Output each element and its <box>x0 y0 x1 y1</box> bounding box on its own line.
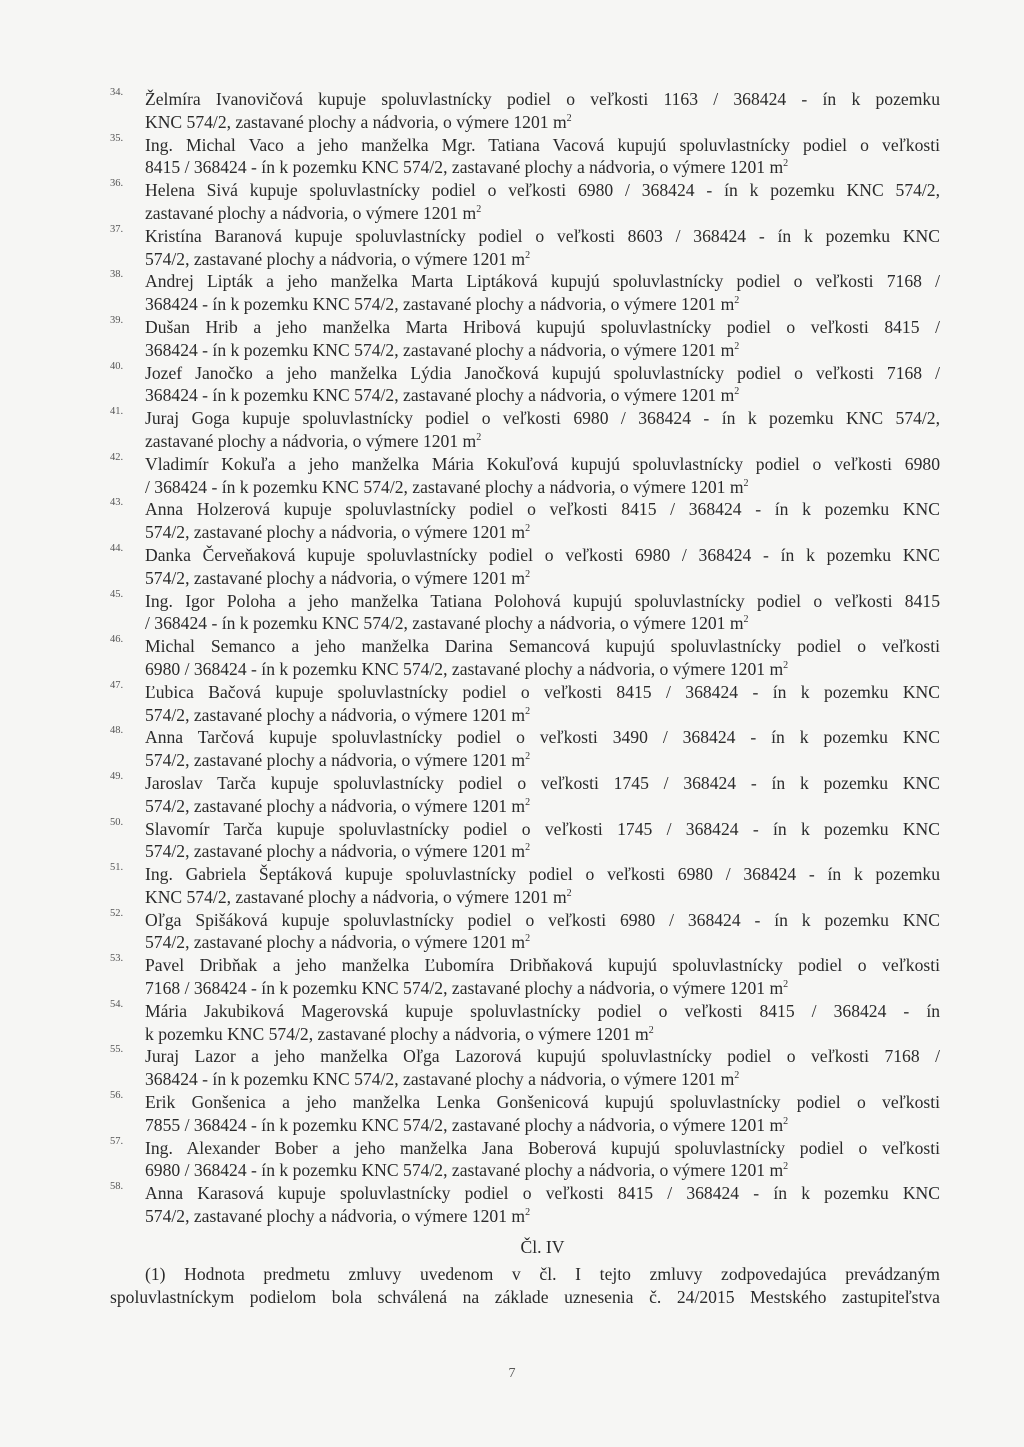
item-number: 55. <box>110 1044 124 1056</box>
item-text-line-1: Ing. Michal Vaco a jeho manželka Mgr. Tatiana Vacová kupujú spoluvlastnícky podiel o veľkosti <box>145 134 940 155</box>
list-item <box>110 863 940 909</box>
list-item <box>110 681 940 727</box>
item-text-line-2 <box>145 795 940 818</box>
paragraph-line-1: (1) Hodnota predmetu zmluvy uvedenom v čl. I tejto zmluvy zodpovedajúca prevádzaným <box>145 1264 940 1284</box>
list-item <box>110 362 940 408</box>
list-item <box>110 909 940 955</box>
item-text-line-1: Dušan Hrib a jeho manželka Marta Hribová kupujú spoluvlastnícky podiel o veľkosti 8415 / <box>145 316 940 337</box>
superscript-2: 2 <box>525 751 531 763</box>
superscript-2: 2 <box>743 614 749 626</box>
item-text-line-2 <box>145 749 940 772</box>
item-number: 50. <box>110 816 124 828</box>
item-text-line-2-body: 7168 / 368424 - ín k pozemku KNC 574/2, zastavané plochy a nádvoria, o výmere 1201 m <box>145 978 784 999</box>
list-item <box>110 772 940 818</box>
item-text-line-1: Anna Holzerová kupuje spoluvlastnícky podiel o veľkosti 8415 / 368424 - ín k pozemku KNC <box>145 499 940 520</box>
item-text-line-2-body: KNC 574/2, zastavané plochy a nádvoria, o výmere 1201 m <box>145 886 567 907</box>
item-number: 36. <box>110 178 124 190</box>
item-text-line-1: Slavomír Tarča kupuje spoluvlastnícky podiel o veľkosti 1745 / 368424 - ín k pozemku KNC <box>145 818 940 839</box>
superscript-2: 2 <box>566 112 572 124</box>
item-number: 51. <box>110 862 124 874</box>
superscript-2: 2 <box>525 796 531 808</box>
paragraph-line-2: spoluvlastníckym podielom bola schválená na základe uznesenia č. 24/2015 Mestského zastupiteľstva <box>110 1287 940 1307</box>
list-item <box>110 270 940 316</box>
list-item <box>110 498 940 544</box>
item-text-line-2 <box>145 521 940 544</box>
item-text-line-2 <box>145 430 940 453</box>
item-text-line-2 <box>145 1068 940 1091</box>
list-item <box>110 134 940 180</box>
superscript-2: 2 <box>734 1070 740 1082</box>
superscript-2: 2 <box>734 340 740 352</box>
item-text-line-2-body: 574/2, zastavané plochy a nádvoria, o výmere 1201 m <box>145 248 526 269</box>
item-text-line-2-body: 368424 - ín k pozemku KNC 574/2, zastavané plochy a nádvoria, o výmere 1201 m <box>145 339 735 360</box>
item-text-line-2 <box>145 886 940 909</box>
item-text-line-2-body: zastavané plochy a nádvoria, o výmere 1201 m <box>145 430 477 451</box>
superscript-2: 2 <box>648 1024 654 1036</box>
item-text-line-2 <box>145 567 940 590</box>
list-item <box>110 635 940 681</box>
item-number: 54. <box>110 998 124 1010</box>
item-text-line-1: Andrej Lipták a jeho manželka Marta Liptáková kupujú spoluvlastnícky podiel o veľkosti 7168 / <box>145 271 940 292</box>
item-text-line-1: Danka Červeňaková kupuje spoluvlastnícky podiel o veľkosti 6980 / 368424 - ín k pozemku KNC <box>145 544 940 565</box>
item-text-line-2 <box>145 658 940 681</box>
item-text-line-2-body: 368424 - ín k pozemku KNC 574/2, zastavané plochy a nádvoria, o výmere 1201 m <box>145 385 735 406</box>
item-text-line-2 <box>145 293 940 316</box>
item-text-line-2 <box>145 977 940 1000</box>
item-number: 57. <box>110 1135 124 1147</box>
item-text-line-2-body: 574/2, zastavané plochy a nádvoria, o výmere 1201 m <box>145 567 526 588</box>
page-number: 7 <box>508 1366 516 1381</box>
superscript-2: 2 <box>476 432 482 444</box>
item-text-line-2 <box>145 931 940 954</box>
item-text-line-2-body: 574/2, zastavané plochy a nádvoria, o výmere 1201 m <box>145 932 526 953</box>
list-item <box>110 1045 940 1091</box>
superscript-2: 2 <box>525 249 531 261</box>
item-text-line-2-body: 574/2, zastavané plochy a nádvoria, o výmere 1201 m <box>145 1206 526 1227</box>
list-item <box>110 179 940 225</box>
item-number: 46. <box>110 634 124 646</box>
item-text-line-2 <box>145 1114 940 1137</box>
superscript-2: 2 <box>566 888 572 900</box>
item-text-line-1: Helena Sivá kupuje spoluvlastnícky podiel o veľkosti 6980 / 368424 - ín k pozemku KNC 574/2, <box>145 180 940 201</box>
item-text-line-2 <box>145 704 940 727</box>
superscript-2: 2 <box>525 705 531 717</box>
article-heading: Čl. IV <box>520 1237 565 1257</box>
item-text-line-2-body: KNC 574/2, zastavané plochy a nádvoria, o výmere 1201 m <box>145 111 567 132</box>
item-number: 45. <box>110 588 124 600</box>
item-text-line-2 <box>145 156 940 179</box>
list-item <box>110 453 940 499</box>
superscript-2: 2 <box>783 979 789 991</box>
superscript-2: 2 <box>783 660 789 672</box>
item-text-line-2-body: / 368424 - ín k pozemku KNC 574/2, zastavané plochy a nádvoria, o výmere 1201 m <box>145 476 744 497</box>
superscript-2: 2 <box>525 842 531 854</box>
item-number: 53. <box>110 953 124 965</box>
list-item <box>110 88 940 134</box>
item-text-line-1: Erik Gonšenica a jeho manželka Lenka Gonšenicová kupujú spoluvlastnícky podiel o veľkosti <box>145 1092 940 1113</box>
item-list <box>110 88 940 1228</box>
list-item <box>110 726 940 772</box>
item-text-line-2-body: zastavané plochy a nádvoria, o výmere 1201 m <box>145 202 477 223</box>
item-text-line-2 <box>145 339 940 362</box>
superscript-2: 2 <box>525 1207 531 1219</box>
item-text-line-2-body: 8415 / 368424 - ín k pozemku KNC 574/2, zastavané plochy a nádvoria, o výmere 1201 m <box>145 157 784 178</box>
superscript-2: 2 <box>525 523 531 535</box>
item-text-line-1: Juraj Goga kupuje spoluvlastnícky podiel o veľkosti 6980 / 368424 - ín k pozemku KNC 574/2, <box>145 408 940 429</box>
item-text-line-2 <box>145 840 940 863</box>
list-item <box>110 590 940 636</box>
superscript-2: 2 <box>525 568 531 580</box>
superscript-2: 2 <box>525 933 531 945</box>
item-text-line-1: Želmíra Ivanovičová kupuje spoluvlastnícky podiel o veľkosti 1163 / 368424 - ín k pozemku <box>145 89 940 109</box>
superscript-2: 2 <box>734 386 740 398</box>
item-text-line-2 <box>145 476 940 499</box>
item-text-line-2 <box>145 1205 940 1228</box>
item-text-line-1: Juraj Lazor a jeho manželka Oľga Lazorová kupujú spoluvlastnícky podiel o veľkosti 7168 / <box>145 1046 940 1067</box>
list-item <box>110 544 940 590</box>
item-text-line-1: Anna Tarčová kupuje spoluvlastnícky podiel o veľkosti 3490 / 368424 - ín k pozemku KNC <box>145 727 940 748</box>
superscript-2: 2 <box>476 204 482 216</box>
item-text-line-1: Michal Semanco a jeho manželka Darina Semancová kupujú spoluvlastnícky podiel o veľkosti <box>145 636 940 657</box>
superscript-2: 2 <box>743 477 749 489</box>
item-text-line-2-body: / 368424 - ín k pozemku KNC 574/2, zastavané plochy a nádvoria, o výmere 1201 m <box>145 613 744 634</box>
item-text-line-2-body: 7855 / 368424 - ín k pozemku KNC 574/2, zastavané plochy a nádvoria, o výmere 1201 m <box>145 1114 784 1135</box>
article-section <box>110 1236 940 1309</box>
item-number: 38. <box>110 269 124 281</box>
item-text-line-2 <box>145 612 940 635</box>
superscript-2: 2 <box>783 1161 789 1173</box>
list-item <box>110 407 940 453</box>
item-text-line-2-body: 574/2, zastavané plochy a nádvoria, o výmere 1201 m <box>145 704 526 725</box>
item-text-line-2 <box>145 202 940 225</box>
item-text-line-2-body: 368424 - ín k pozemku KNC 574/2, zastavané plochy a nádvoria, o výmere 1201 m <box>145 294 735 315</box>
item-text-line-2-body: 6980 / 368424 - ín k pozemku KNC 574/2, zastavané plochy a nádvoria, o výmere 1201 m <box>145 658 784 679</box>
item-text-line-2-body: 6980 / 368424 - ín k pozemku KNC 574/2, zastavané plochy a nádvoria, o výmere 1201 m <box>145 1160 784 1181</box>
item-number: 34. <box>110 87 124 98</box>
item-text-line-2-body: 574/2, zastavané plochy a nádvoria, o výmere 1201 m <box>145 841 526 862</box>
item-text-line-1: Kristína Baranová kupuje spoluvlastnícky podiel o veľkosti 8603 / 368424 - ín k pozemku KNC <box>145 225 940 246</box>
item-text-line-1: Pavel Dribňak a jeho manželka Ľubomíra Dribňaková kupujú spoluvlastnícky podiel o veľkosti <box>145 955 940 976</box>
item-number: 35. <box>110 132 124 144</box>
list-item <box>110 316 940 362</box>
item-number: 43. <box>110 497 124 509</box>
item-text-line-1: Jozef Janočko a jeho manželka Lýdia Janočková kupujú spoluvlastnícky podiel o veľkosti 7168 / <box>145 362 940 383</box>
item-number: 40. <box>110 360 124 372</box>
list-item <box>110 954 940 1000</box>
item-number: 42. <box>110 451 124 463</box>
item-number: 37. <box>110 223 124 235</box>
item-text-line-1: Ing. Alexander Bober a jeho manželka Jana Boberová kupujú spoluvlastnícky podiel o veľkosti <box>145 1137 940 1158</box>
list-item <box>110 225 940 271</box>
item-number: 44. <box>110 542 124 554</box>
list-item <box>110 1137 940 1183</box>
item-text-line-1: Ľubica Bačová kupuje spoluvlastnícky podiel o veľkosti 8415 / 368424 - ín k pozemku KNC <box>145 681 940 702</box>
list-item <box>110 1182 940 1228</box>
item-number: 52. <box>110 907 124 919</box>
item-text-line-2-body: 574/2, zastavané plochy a nádvoria, o výmere 1201 m <box>145 795 526 816</box>
item-number: 49. <box>110 770 124 782</box>
list-item <box>110 818 940 864</box>
item-number: 58. <box>110 1181 124 1193</box>
item-text-line-1: Vladimír Kokuľa a jeho manželka Mária Kokuľová kupujú spoluvlastnícky podiel o veľkosti 6980 <box>145 453 940 474</box>
item-number: 39. <box>110 314 124 326</box>
item-text-line-2-body: 574/2, zastavané plochy a nádvoria, o výmere 1201 m <box>145 750 526 771</box>
item-text-line-1: Anna Karasová kupuje spoluvlastnícky podiel o veľkosti 8415 / 368424 - ín k pozemku KNC <box>145 1183 940 1204</box>
item-text-line-2 <box>145 111 940 134</box>
item-text-line-1: Mária Jakubiková Magerovská kupuje spoluvlastnícky podiel o veľkosti 8415 / 368424 - ín <box>145 1000 940 1021</box>
item-number: 47. <box>110 679 124 691</box>
item-number: 48. <box>110 725 124 737</box>
item-text-line-1: Jaroslav Tarča kupuje spoluvlastnícky podiel o veľkosti 1745 / 368424 - ín k pozemku KNC <box>145 772 940 793</box>
item-text-line-2-body: 368424 - ín k pozemku KNC 574/2, zastavané plochy a nádvoria, o výmere 1201 m <box>145 1069 735 1090</box>
item-text-line-2 <box>145 384 940 407</box>
item-text-line-2 <box>145 1023 940 1046</box>
item-text-line-2-body: k pozemku KNC 574/2, zastavané plochy a nádvoria, o výmere 1201 m <box>145 1023 649 1044</box>
superscript-2: 2 <box>783 1116 789 1127</box>
list-item <box>110 1091 940 1137</box>
item-text-line-1: Ing. Gabriela Šeptáková kupuje spoluvlastnícky podiel o veľkosti 6980 / 368424 - ín k pozemku <box>145 864 940 885</box>
superscript-2: 2 <box>783 158 789 170</box>
item-text-line-1: Ing. Igor Poloha a jeho manželka Tatiana Polohová kupujú spoluvlastnícky podiel o veľkosti 8415 <box>145 590 940 611</box>
item-number: 56. <box>110 1090 124 1102</box>
item-text-line-2 <box>145 1159 940 1182</box>
item-text-line-2-body: 574/2, zastavané plochy a nádvoria, o výmere 1201 m <box>145 522 526 543</box>
item-number: 41. <box>110 406 124 418</box>
list-item <box>110 1000 940 1046</box>
item-text-line-2 <box>145 248 940 271</box>
item-text-line-1: Oľga Spišáková kupuje spoluvlastnícky podiel o veľkosti 6980 / 368424 - ín k pozemku KNC <box>145 909 940 930</box>
superscript-2: 2 <box>734 295 740 307</box>
